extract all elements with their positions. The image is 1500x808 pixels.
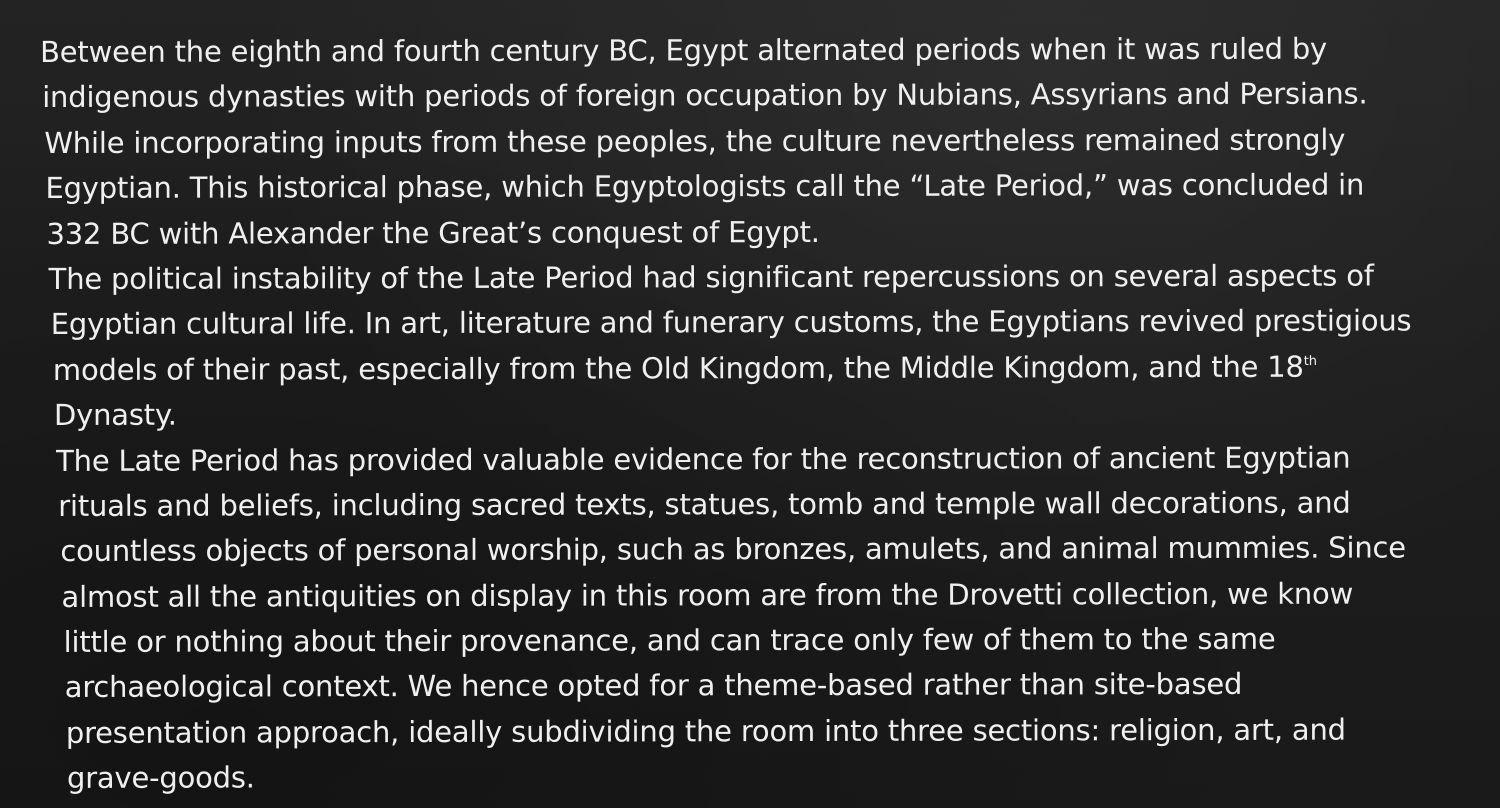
text-line: Between the eighth and fourth century BC, Egypt alternated periods when it was ruled by: [40, 31, 1328, 69]
text-line: 332 BC with Alexander the Great’s conquest of Egypt.: [46, 214, 820, 251]
text-line: While incorporating inputs from these peoples, the culture nevertheless remained strongly: [44, 122, 1346, 160]
text-line: indigenous dynasties with periods of foreign occupation by Nubians, Assyrians and Persians.: [42, 76, 1368, 115]
text-line: little or nothing about their provenance, and can trace only few of them to the same: [63, 621, 1276, 660]
text-line: archaeological context. We hence opted for a theme-based rather than site-based: [64, 667, 1243, 705]
text-line: The political instability of the Late Period had significant repercussions on several aspects of: [48, 258, 1374, 296]
text-line: grave-goods.: [66, 760, 255, 796]
text-line: countless objects of personal worship, such as bronzes, amulets, and animal mummies. Since: [60, 530, 1406, 569]
text-line: Dynasty.: [53, 397, 177, 433]
text-line: presentation approach, ideally subdividing the room into three sections: religion, art, and: [65, 712, 1346, 750]
text-line: Egyptian. This historical phase, which Egyptologists call the “Late Period,” was concluded in: [45, 167, 1365, 206]
text-line: almost all the antiquities on display in this room are from the Drovetti collection, we know: [61, 576, 1354, 614]
text-line: The Late Period has provided valuable evidence for the reconstruction of ancient Egyptian: [56, 440, 1351, 478]
text-line-body: models of their past, especially from the Old Kingdom, the Middle Kingdom, and the 18: [52, 349, 1304, 387]
panel-text-block: [40, 26, 1482, 801]
ordinal-superscript: th: [1303, 353, 1317, 369]
text-line: rituals and beliefs, including sacred texts, statues, tomb and temple wall decorations, and: [58, 485, 1351, 523]
text-line-with-superscript: [41, 344, 1481, 393]
text-line: Egyptian cultural life. In art, literature and funerary customs, the Egyptians revived prestigious: [50, 303, 1412, 342]
